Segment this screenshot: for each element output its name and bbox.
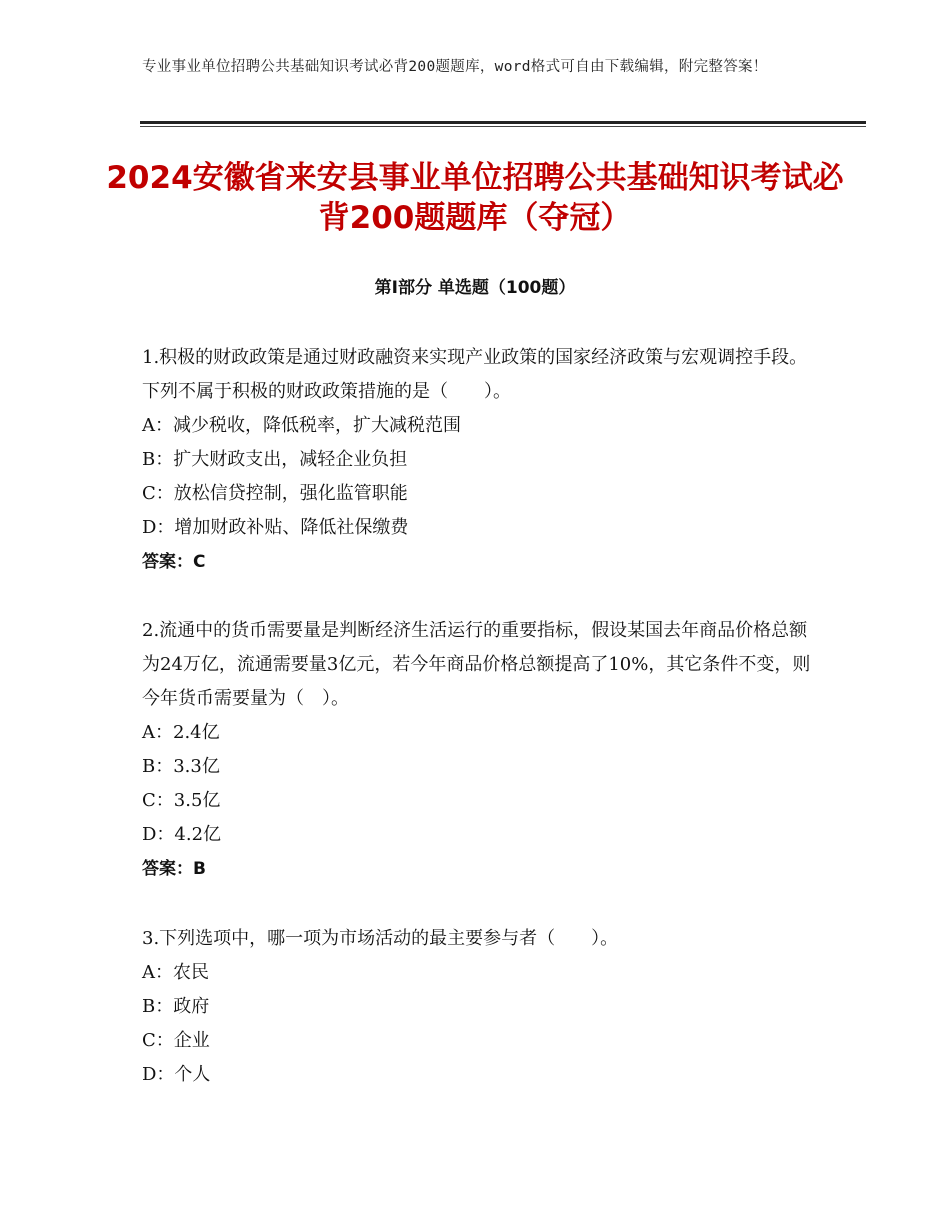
option-b: B：扩大财政支出，减轻企业负担 <box>142 449 408 470</box>
option-d: D：增加财政补贴、降低社保缴费 <box>142 517 409 538</box>
option-a: A：农民 <box>142 962 209 983</box>
document-title: 2024安徽省来安县事业单位招聘公共基础知识考试必背200题题库（夺冠） <box>106 160 844 236</box>
option-a: A：减少税收，降低税率，扩大减税范围 <box>142 415 461 436</box>
header-divider-thick <box>140 121 866 124</box>
option-c: C：企业 <box>142 1030 210 1051</box>
option-d: D：个人 <box>142 1064 211 1085</box>
answer: 答案：C <box>142 552 206 572</box>
option-c: C：放松信贷控制，强化监管职能 <box>142 483 408 504</box>
question-3 <box>142 922 822 1092</box>
option-d: D：4.2亿 <box>142 824 222 845</box>
answer: 答案：B <box>142 859 206 879</box>
option-a: A：2.4亿 <box>142 722 220 743</box>
header-divider-thin <box>140 126 866 127</box>
question-text: 1.积极的财政政策是通过财政融资来实现产业政策的国家经济政策与宏观调控手段。下列不属于积极的财政政策措施的是（ ）。 <box>142 347 808 402</box>
question-text: 2.流通中的货币需要量是判断经济生活运行的重要指标，假设某国去年商品价格总额为24万亿，流通需要量3亿元，若今年商品价格总额提高了10%，其它条件不变，则今年货币需要量为（ ）。 <box>142 620 811 709</box>
option-b: B：3.3亿 <box>142 756 220 777</box>
section-heading: 第Ⅰ部分 单选题（100题） <box>374 278 576 298</box>
option-c: C：3.5亿 <box>142 790 221 811</box>
question-2 <box>142 614 822 886</box>
question-text: 3.下列选项中，哪一项为市场活动的最主要参与者（ ）。 <box>142 928 619 949</box>
question-1 <box>142 341 822 579</box>
page-header: 专业事业单位招聘公共基础知识考试必背200题题库，word格式可自由下载编辑，附完整答案！ <box>142 59 768 75</box>
option-b: B：政府 <box>142 996 210 1017</box>
